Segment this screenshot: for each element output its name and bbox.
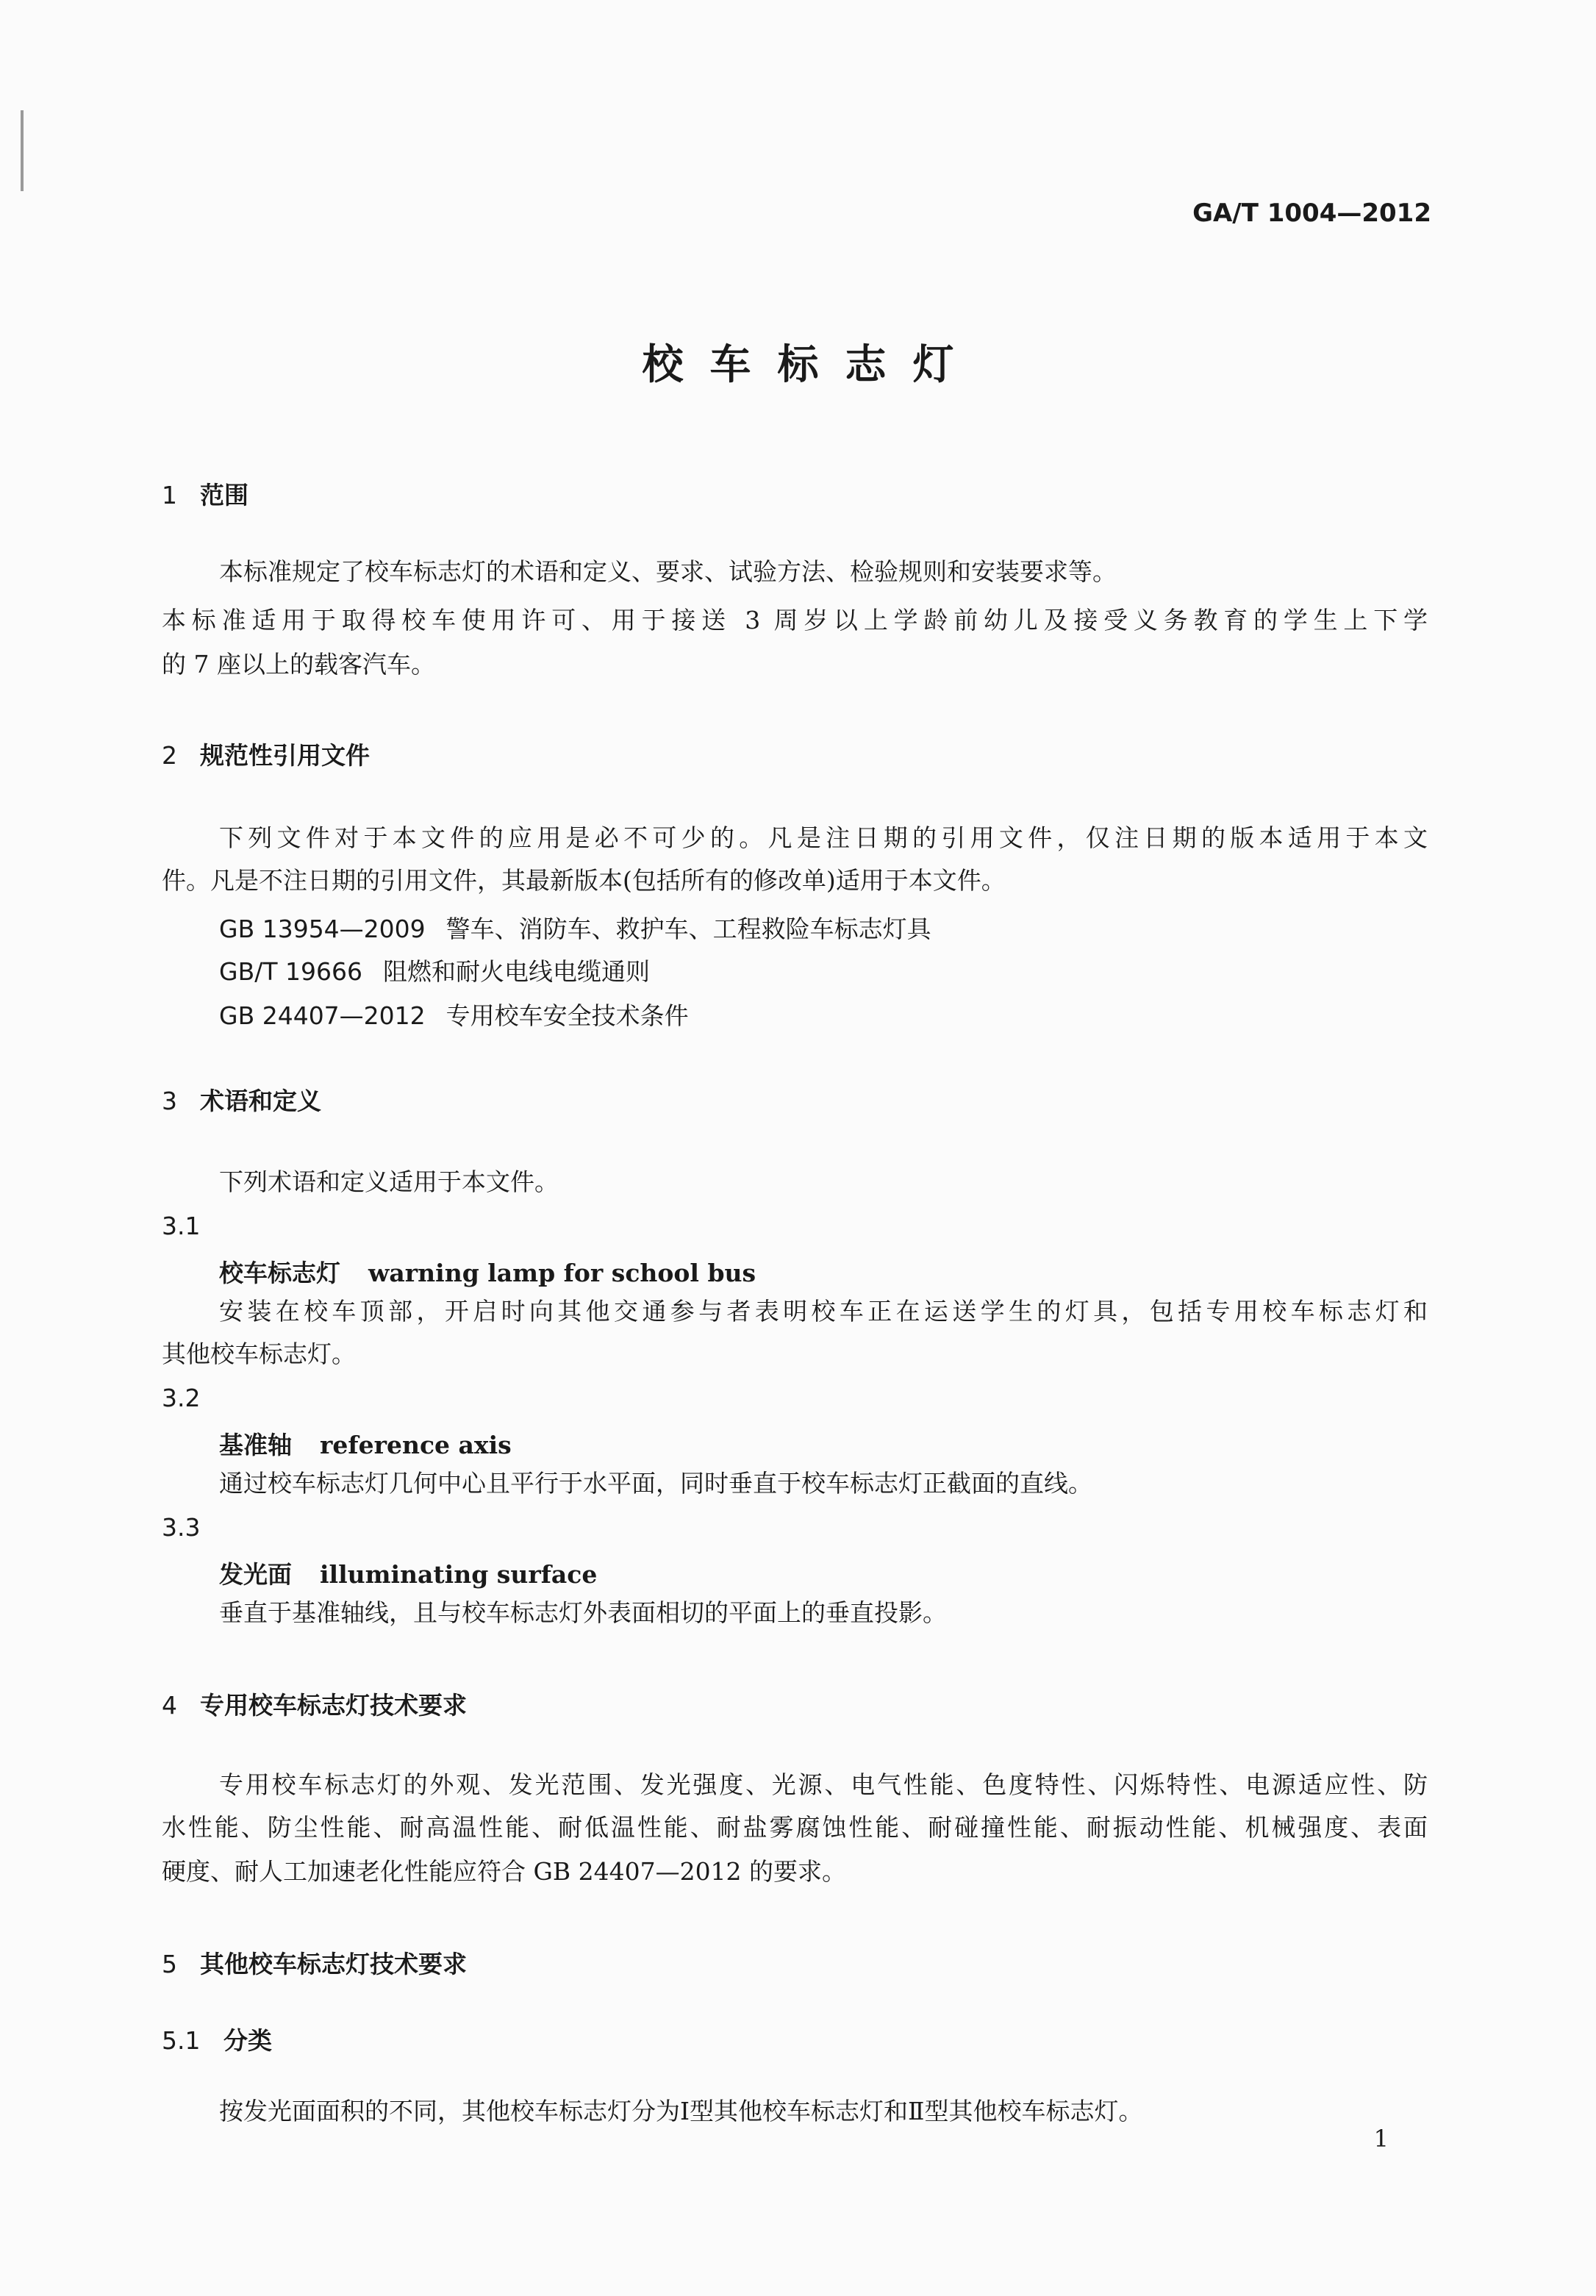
paragraph: 硬度、耐人工加速老化性能应符合 GB 24407—2012 的要求。 <box>162 1857 847 1886</box>
term-definition: 通过校车标志灯几何中心且平行于水平面，同时垂直于校车标志灯正截面的直线。 <box>219 1469 1092 1498</box>
paragraph: 本标准适用于取得校车使用许可、用于接送 3 周岁以上学龄前幼儿及接受义务教育的学生上下学 <box>162 606 1428 634</box>
reference-name: 警车、消防车、救护车、工程救险车标志灯具 <box>445 915 931 943</box>
paragraph: 按发光面面积的不同，其他校车标志灯分为Ⅰ型其他校车标志灯和Ⅱ型其他校车标志灯。 <box>219 2097 1143 2125</box>
term-number: 3.2 <box>162 1384 201 1412</box>
section-number: 3 <box>162 1087 177 1115</box>
section-number: 1 <box>162 481 177 509</box>
subsection-5-1-heading <box>162 2022 272 2056</box>
section-3-heading <box>162 1082 321 1117</box>
scan-edge-line <box>21 110 24 191</box>
section-title: 范围 <box>200 481 248 509</box>
section-number: 5 <box>162 1950 177 1978</box>
term-heading <box>219 1254 756 1289</box>
section-title: 专用校车标志灯技术要求 <box>200 1691 467 1720</box>
section-2-heading <box>162 737 370 771</box>
term-heading <box>219 1556 597 1590</box>
reference-code: GB 13954—2009 <box>219 915 426 943</box>
term-en: warning lamp for school bus <box>368 1259 756 1287</box>
normative-reference <box>219 997 689 1031</box>
reference-code: GB 24407—2012 <box>219 1001 426 1030</box>
reference-code: GB/T 19666 <box>219 957 362 986</box>
section-title: 规范性引用文件 <box>200 741 370 770</box>
document-title: 校车标志灯 <box>642 341 981 389</box>
section-4-heading <box>162 1687 467 1721</box>
section-title: 其他校车标志灯技术要求 <box>200 1950 467 1978</box>
term-heading <box>219 1426 512 1461</box>
term-zh: 基准轴 <box>219 1431 292 1459</box>
paragraph: 下列文件对于本文件的应用是必不可少的。凡是注日期的引用文件，仅注日期的版本适用于本文 <box>219 823 1428 852</box>
subsection-title: 分类 <box>223 2026 272 2055</box>
paragraph: 的 7 座以上的载客汽车。 <box>162 650 435 679</box>
standard-number: GA/T 1004—2012 <box>1192 199 1431 228</box>
paragraph: 专用校车标志灯的外观、发光范围、发光强度、光源、电气性能、色度特性、闪烁特性、电源适应性、防 <box>219 1770 1428 1799</box>
paragraph: 本标准规定了校车标志灯的术语和定义、要求、试验方法、检验规则和安装要求等。 <box>219 557 1117 586</box>
term-definition: 其他校车标志灯。 <box>162 1340 356 1368</box>
subsection-number: 5.1 <box>162 2026 201 2055</box>
normative-reference <box>219 910 931 945</box>
term-number: 3.3 <box>162 1513 201 1542</box>
reference-name: 专用校车安全技术条件 <box>445 1001 689 1030</box>
term-en: illuminating surface <box>320 1560 598 1589</box>
term-en: reference axis <box>320 1431 512 1459</box>
normative-reference <box>219 953 650 987</box>
term-definition: 垂直于基准轴线，且与校车标志灯外表面相切的平面上的垂直投影。 <box>219 1598 947 1627</box>
paragraph: 水性能、防尘性能、耐高温性能、耐低温性能、耐盐雾腐蚀性能、耐碰撞性能、耐振动性能、机械强度、表面 <box>162 1813 1428 1842</box>
term-zh: 校车标志灯 <box>219 1259 340 1287</box>
term-zh: 发光面 <box>219 1560 292 1589</box>
reference-name: 阻燃和耐火电线电缆通则 <box>382 957 650 986</box>
section-5-heading <box>162 1945 467 1980</box>
paragraph: 件。凡是不注日期的引用文件，其最新版本(包括所有的修改单)适用于本文件。 <box>162 866 1006 895</box>
section-number: 4 <box>162 1691 177 1720</box>
term-definition: 安装在校车顶部，开启时向其他交通参与者表明校车正在运送学生的灯具，包括专用校车标志灯和 <box>219 1297 1428 1326</box>
section-number: 2 <box>162 741 177 770</box>
term-number: 3.1 <box>162 1212 201 1240</box>
page-number: 1 <box>1373 2125 1389 2153</box>
paragraph: 下列术语和定义适用于本文件。 <box>219 1167 559 1196</box>
section-1-heading <box>162 476 248 511</box>
section-title: 术语和定义 <box>200 1087 321 1115</box>
